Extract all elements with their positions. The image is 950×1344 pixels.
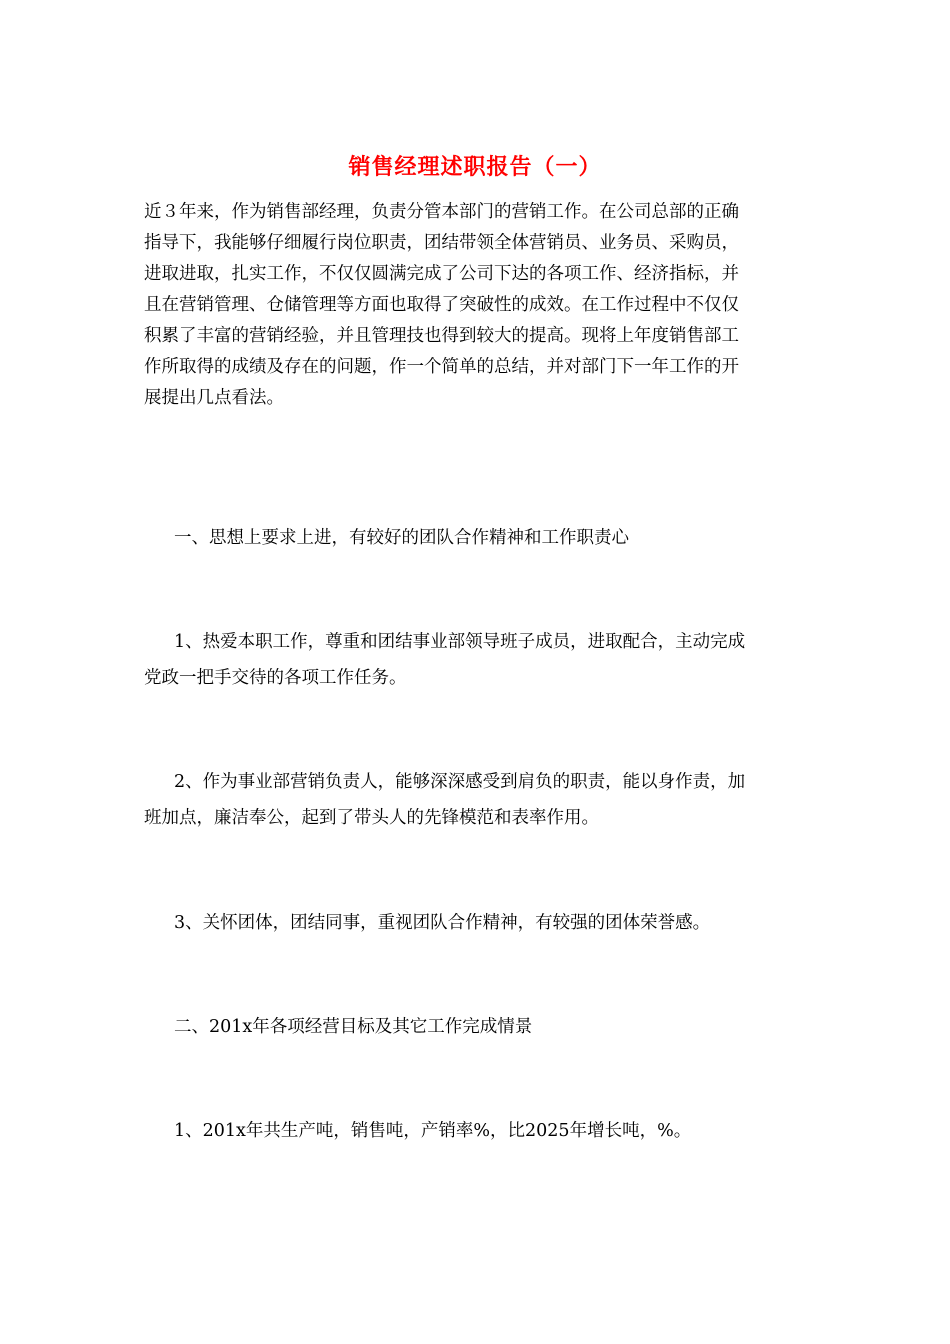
item2-paragraph <box>144 762 804 838</box>
intro-line: 近３年来，作为销售部经理，负责分管本部门的营销工作。在公司总部的正确 <box>144 202 739 222</box>
intro-line: 且在营销管理、仓储管理等方面也取得了突破性的成效。在工作过程中不仅仅 <box>144 295 739 315</box>
item3-paragraph: 3、关怀团体，团结同事，重视团队合作精神，有较强的团体荣誉感。 <box>174 913 711 933</box>
section1-heading: 一、思想上要求上进，有较好的团队合作精神和工作职责心 <box>174 528 629 548</box>
item1-line: 党政一把手交待的各项工作任务。 <box>144 668 407 688</box>
item1-line: 1、热爱本职工作，尊重和团结事业部领导班子成员，进取配合，主动完成 <box>174 632 746 652</box>
document-title: 销售经理述职报告（一） <box>348 154 602 180</box>
intro-line: 指导下，我能够仔细履行岗位职责，团结带领全体营销员、业务员、采购员， <box>144 233 739 253</box>
section2-item1-paragraph: 1、201x年共生产吨，销售吨，产销率%，比2025年增长吨，%。 <box>174 1121 692 1141</box>
item1-paragraph <box>144 622 804 698</box>
item2-line: 2、作为事业部营销负责人，能够深深感受到肩负的职责，能以身作责，加 <box>174 772 746 792</box>
item2-line: 班加点，廉洁奉公，起到了带头人的先锋模范和表率作用。 <box>144 808 599 828</box>
intro-line: 进取进取，扎实工作，不仅仅圆满完成了公司下达的各项工作、经济指标，并 <box>144 264 739 284</box>
section2-heading: 二、201x年各项经营目标及其它工作完成情景 <box>174 1017 533 1037</box>
intro-line: 展提出几点看法。 <box>144 388 284 408</box>
intro-paragraph <box>144 197 800 414</box>
intro-line: 作所取得的成绩及存在的问题，作一个简单的总结，并对部门下一年工作的开 <box>144 357 739 377</box>
intro-line: 积累了丰富的营销经验，并且管理技也得到较大的提高。现将上年度销售部工 <box>144 326 739 346</box>
